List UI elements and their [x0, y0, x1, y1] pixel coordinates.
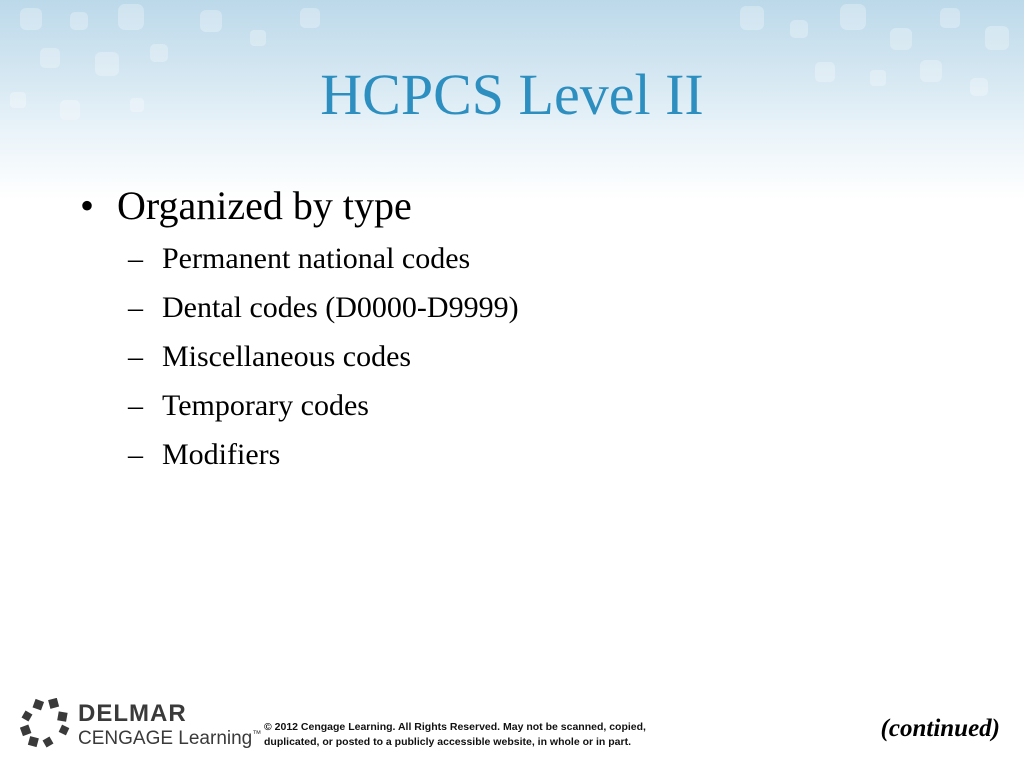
- dash-marker: –: [128, 438, 143, 471]
- sub-bullet-text: Dental codes (D0000-D9999): [162, 291, 519, 324]
- sub-bullet-text: Modifiers: [162, 438, 281, 471]
- copyright-line: duplicated, or posted to a publicly accessible website, in whole or in part.: [264, 736, 631, 749]
- logo-subbrand-text: [78, 729, 261, 748]
- sub-bullet-item: [80, 293, 960, 342]
- sub-bullet-text: Miscellaneous codes: [162, 340, 412, 373]
- sub-bullet-text: Temporary codes: [162, 389, 369, 422]
- main-bullet-text: Organized by type: [117, 183, 412, 228]
- bullet-list: [80, 183, 960, 489]
- dash-marker: –: [128, 340, 143, 373]
- dash-marker: –: [128, 291, 143, 324]
- dash-marker: –: [128, 242, 143, 275]
- delmar-cengage-logo: [20, 698, 260, 758]
- copyright-line: © 2012 Cengage Learning. All Rights Reserved. May not be scanned, copied,: [264, 721, 646, 733]
- sub-bullet-item: [80, 244, 960, 293]
- slide-title: HCPCS Level II: [320, 62, 704, 127]
- logo-trademark: ™: [252, 728, 262, 739]
- sub-bullet-item: [80, 342, 960, 391]
- sub-bullet-item: [80, 391, 960, 440]
- dash-marker: –: [128, 389, 143, 422]
- continued-label: (continued): [880, 715, 1000, 742]
- bullet-marker: •: [80, 183, 95, 228]
- copyright-notice: [264, 720, 704, 750]
- sub-bullet-list: [80, 244, 960, 489]
- logo-brand-text: DELMAR: [78, 700, 187, 727]
- sub-bullet-item: [80, 440, 960, 489]
- logo-subbrand-label: CENGAGE Learning: [78, 728, 253, 749]
- delmar-cengage-logo-icon: [20, 698, 72, 750]
- sub-bullet-text: Permanent national codes: [162, 242, 471, 275]
- main-bullet: [80, 183, 960, 232]
